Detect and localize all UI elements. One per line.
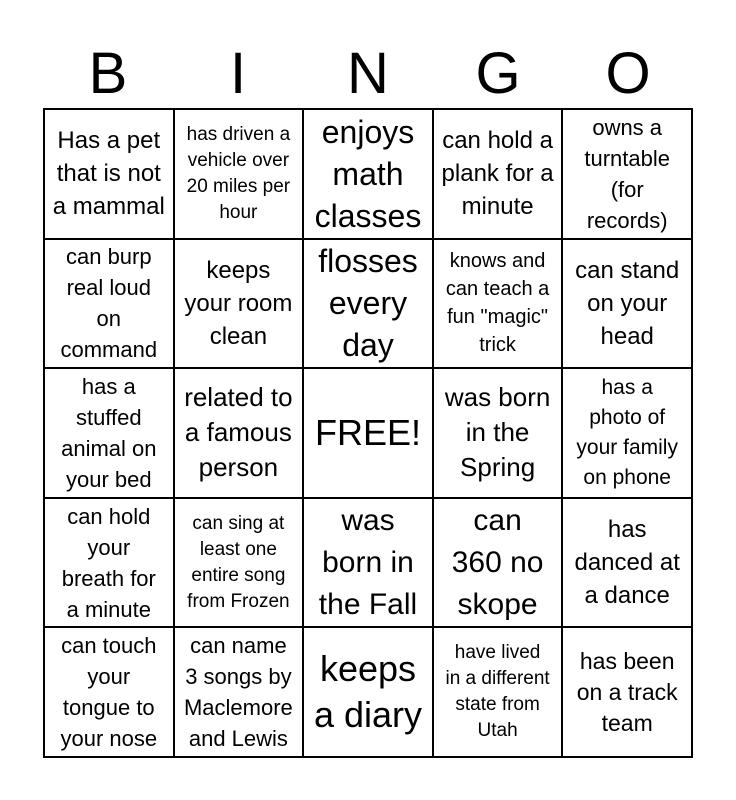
cell-text: has a stuffed animal on your bed — [61, 374, 157, 492]
header-letter-n: N — [347, 41, 389, 106]
bingo-cell-r1c5[interactable] — [562, 109, 692, 239]
bingo-cell-r4c4[interactable] — [433, 498, 563, 628]
cell-text: can hold your breath for a minute — [61, 503, 156, 622]
header-letter-o: O — [605, 41, 651, 106]
bingo-cell-r1c3[interactable] — [303, 109, 433, 239]
cell-text: has been on a track team — [576, 647, 678, 736]
bingo-cell-r2c1[interactable] — [44, 239, 174, 369]
cell-text: has a photo of your family on phone — [576, 375, 678, 489]
bingo-cell-r5c2[interactable] — [174, 627, 304, 757]
cell-text: FREE! — [314, 411, 421, 453]
bingo-cell-r1c2[interactable] — [174, 109, 304, 239]
bingo-header — [43, 40, 693, 108]
cell-text: was born in the Spring — [444, 382, 551, 483]
cell-text: keeps your room clean — [184, 256, 293, 350]
cell-text: can 360 no skope — [451, 503, 544, 621]
bingo-card-grid — [43, 108, 693, 758]
bingo-cell-r2c3[interactable] — [303, 239, 433, 369]
bingo-cell-r4c5[interactable] — [562, 498, 692, 628]
cell-text: keeps a diary — [313, 648, 423, 736]
cell-text: Has a pet that is not a mammal — [52, 127, 165, 221]
bingo-cell-r2c5[interactable] — [562, 239, 692, 369]
cell-text: can burp real loud on command — [60, 244, 158, 363]
bingo-cell-r2c4[interactable] — [433, 239, 563, 369]
cell-text: knows and can teach a fun "magic" trick — [445, 250, 550, 357]
cell-text: have lived in a different state from Utah — [445, 642, 550, 742]
bingo-cell-r5c3[interactable] — [303, 627, 433, 757]
bingo-cell-r4c1[interactable] — [44, 498, 174, 628]
bingo-cell-r4c2[interactable] — [174, 498, 304, 628]
bingo-cell-r1c1[interactable] — [44, 109, 174, 239]
cell-text: can sing at least one entire song from Frozen — [187, 512, 290, 612]
header-letter-i: I — [229, 41, 247, 106]
header-letter-b: B — [88, 41, 128, 106]
cell-text: can hold a plank for a minute — [441, 127, 554, 221]
bingo-cell-r5c5[interactable] — [562, 627, 692, 757]
bingo-cell-r3c1[interactable] — [44, 368, 174, 498]
cell-text: flosses every day — [318, 243, 418, 364]
cell-text: can stand on your head — [575, 256, 680, 350]
bingo-cell-r1c4[interactable] — [433, 109, 563, 239]
cell-text: owns a turntable (for records) — [584, 114, 670, 233]
cell-text: was born in the Fall — [318, 503, 418, 621]
cell-text: related to a famous person — [184, 382, 293, 483]
bingo-cell-r2c2[interactable] — [174, 239, 304, 369]
bingo-cell-r5c4[interactable] — [433, 627, 563, 757]
bingo-cell-r4c3[interactable] — [303, 498, 433, 628]
cell-text: can touch your tongue to your nose — [60, 633, 158, 752]
bingo-cell-r3c4[interactable] — [433, 368, 563, 498]
cell-text: can name 3 songs by Maclemore and Lewis — [183, 633, 293, 752]
bingo-cell-r3c3[interactable] — [303, 368, 433, 498]
cell-text: has driven a vehicle over 20 miles per hour — [186, 123, 291, 223]
bingo-cell-r5c1[interactable] — [44, 627, 174, 757]
cell-text: enjoys math classes — [314, 113, 422, 234]
bingo-cell-r3c5[interactable] — [562, 368, 692, 498]
bingo-cell-r3c2[interactable] — [174, 368, 304, 498]
header-letter-g: G — [475, 41, 521, 106]
cell-text: has danced at a dance — [574, 516, 680, 610]
